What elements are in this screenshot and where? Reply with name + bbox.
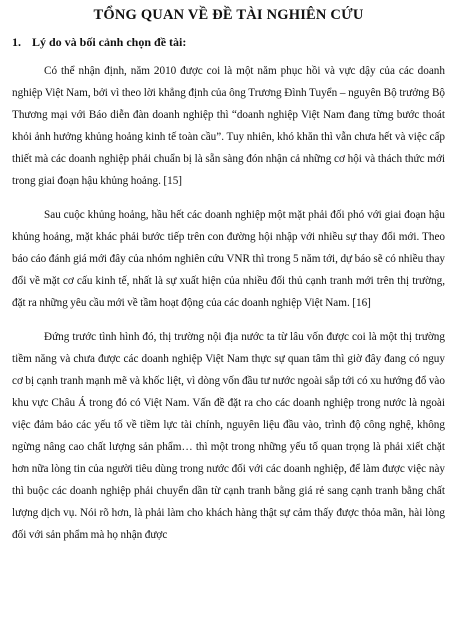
- document-title: TỔNG QUAN VỀ ĐỀ TÀI NGHIÊN CỨU: [93, 7, 364, 23]
- paragraph-3: Đứng trước tình hình đó, thị trường nội địa nước ta từ lâu vốn được coi là một thị trường tiềm năng và chưa được các doanh nghiệp Việt Nam thực sự quan tâm thì giờ đây đang có nguy cơ bị cạnh tranh mạnh mẽ và khốc liệt, vì dòng vốn đầu tư nước ngoài sắp tới có xu hướng đổ vào khu vực Châu Á trong đó có Việt Nam. Vấn đề đặt ra cho các doanh nghiệp trong nước là ngoài việc đảm bảo các yếu tố về tiềm lực tài chính, nguyên liệu đầu vào, trình độ công nghệ, không ngừng nâng cao chất lượng sản phẩm… thì một trong những yếu tố quan trọng là phải xiết chặt hơn nữa lòng tin của người tiêu dùng trong nước đối với các doanh nghiệp, để làm được việc này thì buộc các doanh nghiệp phải chuyển dần từ cạnh tranh bằng giá rẻ sang cạnh tranh bằng chất lượng dịch vụ. Nói rõ hơn, là phải làm cho khách hàng thật sự cảm thấy được thỏa mãn, hài lòng đối với sản phẩm mà họ nhận được: [12, 331, 445, 541]
- section-heading: [12, 34, 445, 50]
- section-number: 1.: [12, 35, 21, 49]
- paragraph-2: Sau cuộc khủng hoảng, hầu hết các doanh nghiệp một mặt phải đối phó với giai đoạn hậu khủng hoảng, mặt khác phải bước tiếp trên con đường hội nhập với nhiều sự thay đổi mới. Theo báo cáo đánh giá mới đây của nhóm nghiên cứu VNR thì trong 5 năm tới, dự báo sẽ có nhiều thay đổi về mặt cơ cấu kinh tế, nhất là sự xuất hiện của nhiều đối thủ cạnh tranh mới trên thị trường, đặt ra những yêu cầu mới về tầm hoạt động của các doanh nghiệp Việt Nam. [16]: [12, 209, 445, 309]
- paragraph-1: Có thể nhận định, năm 2010 được coi là một năm phục hồi và vực dậy của các doanh nghiệp Việt Nam, bởi vì theo lời khẳng định của ông Trương Đình Tuyển – nguyên Bộ trưởng Bộ Thương mại với Báo diễn đàn doanh nghiệp thì “doanh nghiệp Việt Nam đang từng bước thoát khỏi ảnh hưởng khủng hoảng kinh tế toàn cầu”. Tuy nhiên, khó khăn thì vẫn chưa hết và việc cấp thiết mà các doanh nghiệp phải chuẩn bị là sẵn sàng đón nhận cả những cơ hội và thách thức mới trong giai đoạn hậu khủng hoảng. [15]: [12, 65, 445, 187]
- section-title: Lý do và bối cảnh chọn đề tài:: [32, 35, 187, 49]
